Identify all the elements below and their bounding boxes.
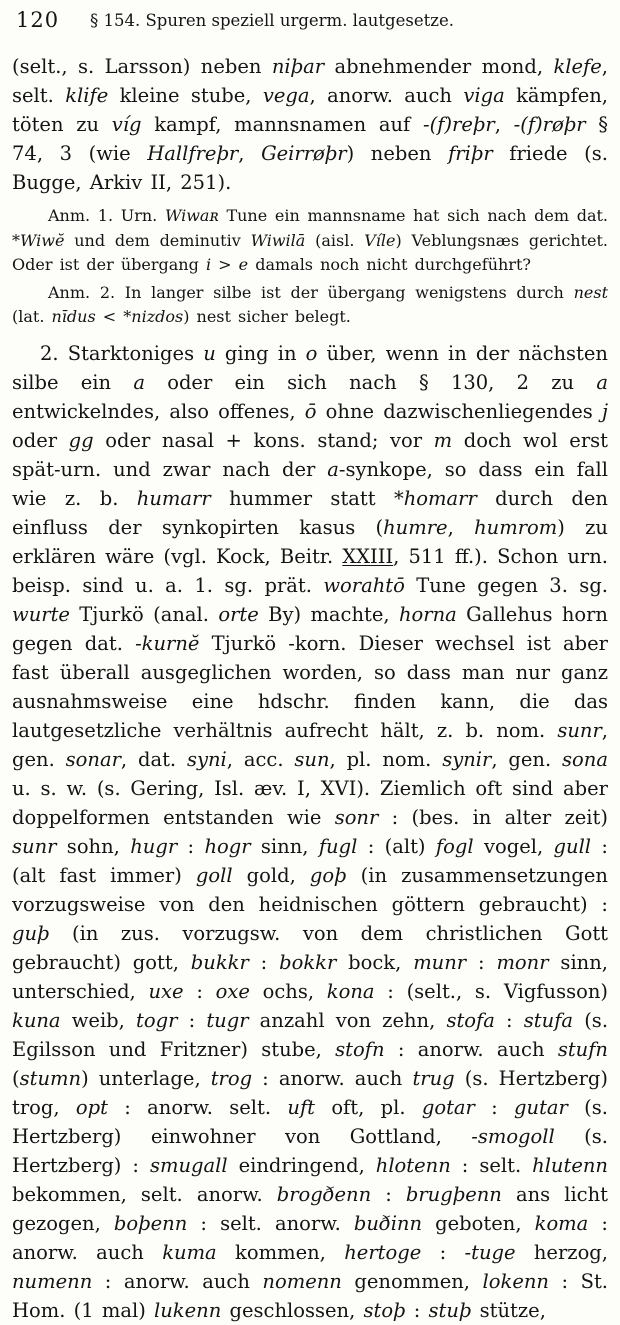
- note-anm-1: Anm. 1. Urn. Wiwaʀ Tune ein mannsname hat sich nach dem dat. *Wiwĕ und dem deminutiv Wiwilā (aisl. Víle) Veblungsnæs gerichtet. Oder ist der übergang i > e damals noch nicht durchgeführt?: [12, 206, 609, 274]
- note-anm-2: Anm. 2. In langer silbe ist der übergang wenigstens durch nest (lat. nīdus < *nizdos) nest sicher belegt.: [12, 282, 608, 326]
- page-header: [12, 8, 608, 38]
- paragraph-continuation: (selt., s. Larsson) neben niþar abnehmender mond, klefe, selt. klife kleine stube, vega, anorw. auch viga kämpfen, töten zu víg kampf, mannsnamen auf -(f)reþr, -(f)røþr § 74, 3 (wie Hallfreþr, Geirrøþr) neben friþr friede (s. Bugge, Arkiv II, 251).: [12, 55, 608, 194]
- running-title: § 154. Spuren speziell urgerm. lautgesetze.: [90, 11, 454, 30]
- page-number: 120: [16, 8, 60, 32]
- page-body: [12, 52, 608, 1325]
- paragraph-section-2: 2. Starktoniges u ging in o über, wenn in der nächsten silbe ein a oder ein sich nach § 130, 2 zu a entwickelndes, also offenes, ō ohne dazwischenliegendes j oder gg oder nasal + kons. stand; vor m doch wol erst spät-urn. und zwar nach der a-synkope, so dass ein fall wie z. b. humarr hummer statt *homarr durch den einfluss der synkopirten kasus (humre, humrom) zu erklären wäre (vgl. Kock, Beitr. XXIII, 511 ff.). Schon urn. beisp. sind u. a. 1. sg. prät. worahtō Tune gegen 3. sg. wurte Tjurkö (anal. orte By) machte, horna Gallehus horn gegen dat. -kurnĕ Tjurkö -korn. Dieser wechsel ist aber fast überall ausgeglichen worden, so dass man nur ganz ausnahmsweise eine hdschr. finden kann, die das lautgesetzliche verhältnis aufrecht hält, z. b. nom. sunr, gen. sonar, dat. syni, acc. sun, pl. nom. synir, gen. sona u. s. w. (s. Gering, Isl. æv. I, XVI). Ziemlich oft sind aber doppelformen entstanden wie sonr : (bes. in alter zeit) sunr sohn, hugr : hogr sinn, fugl : (alt) fogl vogel, gull : (alt fast immer) goll gold, goþ (in zusammensetzungen vorzugsweise von den heidnischen göttern gebraucht) : guþ (in zus. vorzugsw. von dem christlichen Gott gebraucht) gott, bukkr : bokkr bock, munr : monr sinn, unterschied, uxe : oxe ochs, kona : (selt., s. Vigfusson) kuna weib, togr : tugr anzahl von zehn, stofa : stufa (s. Egilsson und Fritzner) stube, stofn : anorw. auch stufn (stumn) unterlage, trog : anorw. auch trug (s. Hertzberg) trog, opt : anorw. selt. uft oft, pl. gotar : gutar (s. Hertzberg) einwohner von Gottland, -smogoll (s. Hertzberg) : smugall eindringend, hlotenn : selt. hlutenn bekommen, selt. anorw. brogðenn : brugþenn ans licht gezogen, boþenn : selt. anorw. buðinn geboten, koma : anorw. auch kuma kommen, hertoge : -tuge herzog, numenn : anorw. auch nomenn genommen, lokenn : St. Hom. (1 mal) lukenn geschlossen, stoþ : stuþ stütze,: [12, 341, 609, 1322]
